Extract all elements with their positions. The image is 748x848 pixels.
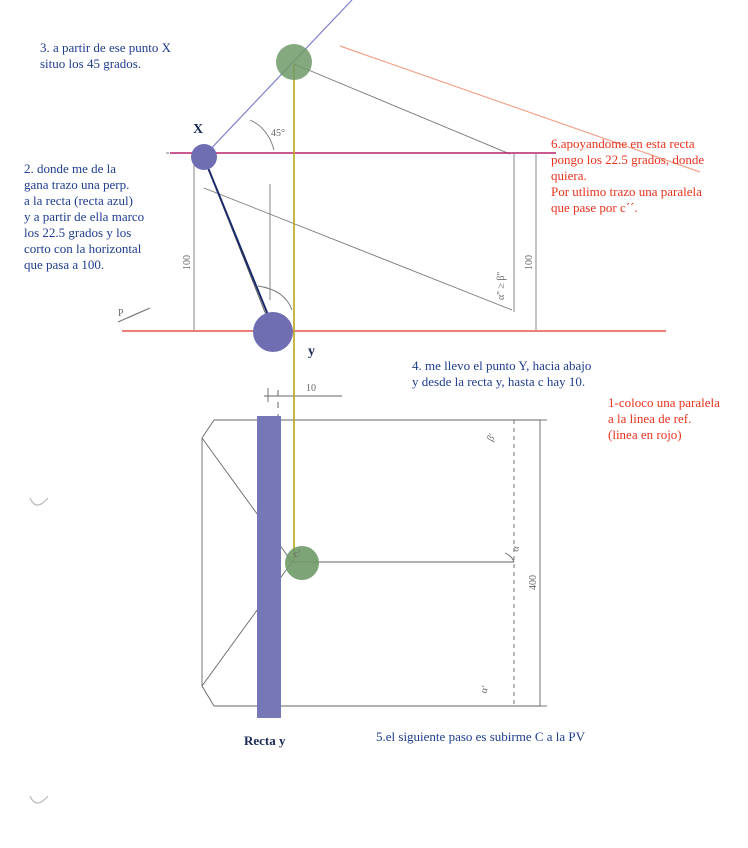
- lower-chamfer-top: [202, 420, 214, 438]
- label-p-mark: P: [118, 308, 124, 319]
- note-step-6: 6.apoyandome en esta recta pongo los 22.5 grados, donde quiera. Por utlimo trazo una paralela que pase por c´´.: [551, 136, 705, 215]
- label-point-y: y: [308, 344, 315, 359]
- pencil-top-diagonal: [294, 64, 510, 154]
- point-c: [285, 546, 319, 580]
- label-dim-100-left: 100: [182, 255, 193, 270]
- label-dim-100-right: 100: [524, 255, 535, 270]
- point-x: [191, 144, 217, 170]
- lower-small-arc: [505, 553, 514, 562]
- label-alpha-beta: α'' ≥ β'': [496, 271, 507, 300]
- note-step-2: 2. donde me de la gana trazo una perp. a la recta (recta azul) y a partir de ella marco los 22.5 grados y los corto con la horizontal que pasa a 100.: [24, 161, 145, 272]
- pencil-labels: [118, 128, 539, 695]
- point-top-green: [276, 44, 312, 80]
- lower-chamfer-bottom: [202, 686, 214, 706]
- label-beta-prime: β': [485, 432, 499, 444]
- punch-hole-2: [30, 796, 48, 803]
- pencil-x-to-corner-line: [204, 188, 512, 310]
- label-alpha-prime: α': [478, 684, 492, 696]
- label-angle-45: 45°: [271, 128, 285, 139]
- blue-perpendicular: [204, 158, 275, 332]
- recta-y-strip: [257, 416, 281, 718]
- note-step-1: 1-coloco una paralela a la linea de ref. (linea en rojo): [608, 395, 720, 442]
- label-point-x: X: [193, 122, 204, 137]
- note-step-4: 4. me llevo el punto Y, hacia abajo y desde la recta y, hasta c hay 10.: [412, 358, 592, 389]
- note-step-5: 5.el siguiente paso es subirme C a la PV: [376, 729, 586, 744]
- point-y: [253, 312, 293, 352]
- punch-hole-1: [30, 498, 48, 505]
- pencil-upper: [166, 64, 536, 330]
- label-alpha-mid: α: [510, 545, 522, 553]
- label-dim-10: 10: [306, 383, 316, 394]
- note-step-3: 3. a partir de ese punto X situo los 45 grados.: [40, 40, 172, 71]
- label-recta-y: Recta y: [244, 733, 286, 748]
- label-c-prime: c': [294, 549, 301, 560]
- label-dim-400: 400: [528, 575, 539, 590]
